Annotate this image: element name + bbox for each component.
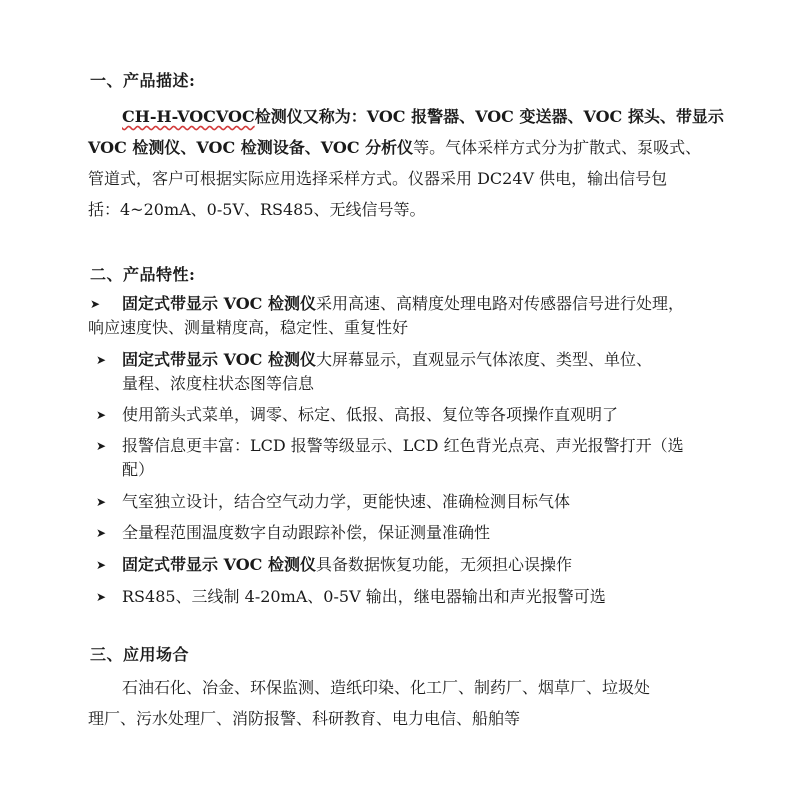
feature-text: 报警信息更丰富：LCD 报警等级显示、LCD 红色背光点亮、声光报警打开（选 — [122, 436, 684, 455]
feature-bold: 固定式带显示 VOC 检测仪 — [122, 350, 316, 369]
feature-text: 全量程范围温度数字自动跟踪补偿，保证测量准确性 — [122, 523, 491, 542]
para-line: 管道式，客户可根据实际应用选择采样方式。仪器采用 DC24V 供电，输出信号包 — [88, 169, 668, 188]
para-text: 等。气体采样方式分为扩散式、泵吸式、 — [413, 138, 702, 157]
feature-item — [88, 553, 728, 577]
applications-paragraph — [88, 672, 728, 734]
para-line: 括：4~20mA、0-5V、RS485、无线信号等。 — [88, 200, 426, 219]
feature-text: 大屏幕显示，直观显示气体浓度、类型、单位、 — [315, 350, 652, 369]
arrow-bullet-icon: ➤ — [96, 495, 107, 509]
para-text-bold: VOC 检测仪、VOC 检测设备、VOC 分析仪 — [88, 138, 414, 157]
feature-bold: 固定式带显示 VOC 检测仪 — [122, 555, 316, 574]
arrow-bullet-icon: ➤ — [96, 353, 107, 367]
feature-item — [88, 292, 728, 339]
feature-item — [88, 434, 728, 481]
para-line: 理厂、污水处理厂、消防报警、科研教育、电力电信、船舶等 — [88, 709, 521, 728]
arrow-bullet-icon: ➤ — [96, 439, 107, 453]
feature-text: 气室独立设计，结合空气动力学，更能快速、准确检测目标气体 — [122, 492, 571, 511]
section-heading-product-description: 一、产品描述: — [90, 71, 196, 90]
feature-continuation: 量程、浓度柱状态图等信息 — [122, 374, 315, 393]
model-number: CH-H-VOCVOC — [122, 107, 255, 126]
feature-continuation: 配） — [122, 460, 155, 479]
feature-item — [88, 585, 728, 609]
section-heading-applications: 三、应用场合 — [90, 645, 190, 664]
arrow-bullet-icon: ➤ — [90, 297, 101, 311]
para-line — [88, 672, 728, 703]
section-heading-product-features: 二、产品特性: — [90, 265, 196, 284]
feature-item — [88, 403, 728, 427]
feature-text: 采用高速、高精度处理电路对传感器信号进行处理， — [315, 294, 684, 313]
feature-continuation: 响应速度快、测量精度高，稳定性、重复性好 — [88, 318, 409, 337]
feature-bold: 固定式带显示 VOC 检测仪 — [122, 294, 316, 313]
feature-item — [88, 348, 728, 395]
arrow-bullet-icon: ➤ — [96, 590, 107, 604]
para-line — [88, 101, 728, 132]
feature-item — [88, 521, 728, 545]
product-description-paragraph — [88, 101, 728, 225]
arrow-bullet-icon: ➤ — [96, 526, 107, 540]
feature-text: 具备数据恢复功能，无须担心误操作 — [315, 555, 572, 574]
feature-text: RS485、三线制 4-20mA、0-5V 输出，继电器输出和声光报警可选 — [122, 587, 606, 606]
arrow-bullet-icon: ➤ — [96, 408, 107, 422]
feature-text: 使用箭头式菜单，调零、标定、低报、高报、复位等各项操作直观明了 — [122, 405, 619, 424]
para-line — [88, 132, 728, 163]
feature-item — [88, 490, 728, 514]
para-text: 检测仪又称为：VOC 报警器、VOC 变送器、VOC 探头、带显示 — [254, 107, 724, 126]
arrow-bullet-icon: ➤ — [96, 558, 107, 572]
para-text: 石油石化、冶金、环保监测、造纸印染、化工厂、制药厂、烟草厂、垃圾处 — [122, 678, 651, 697]
